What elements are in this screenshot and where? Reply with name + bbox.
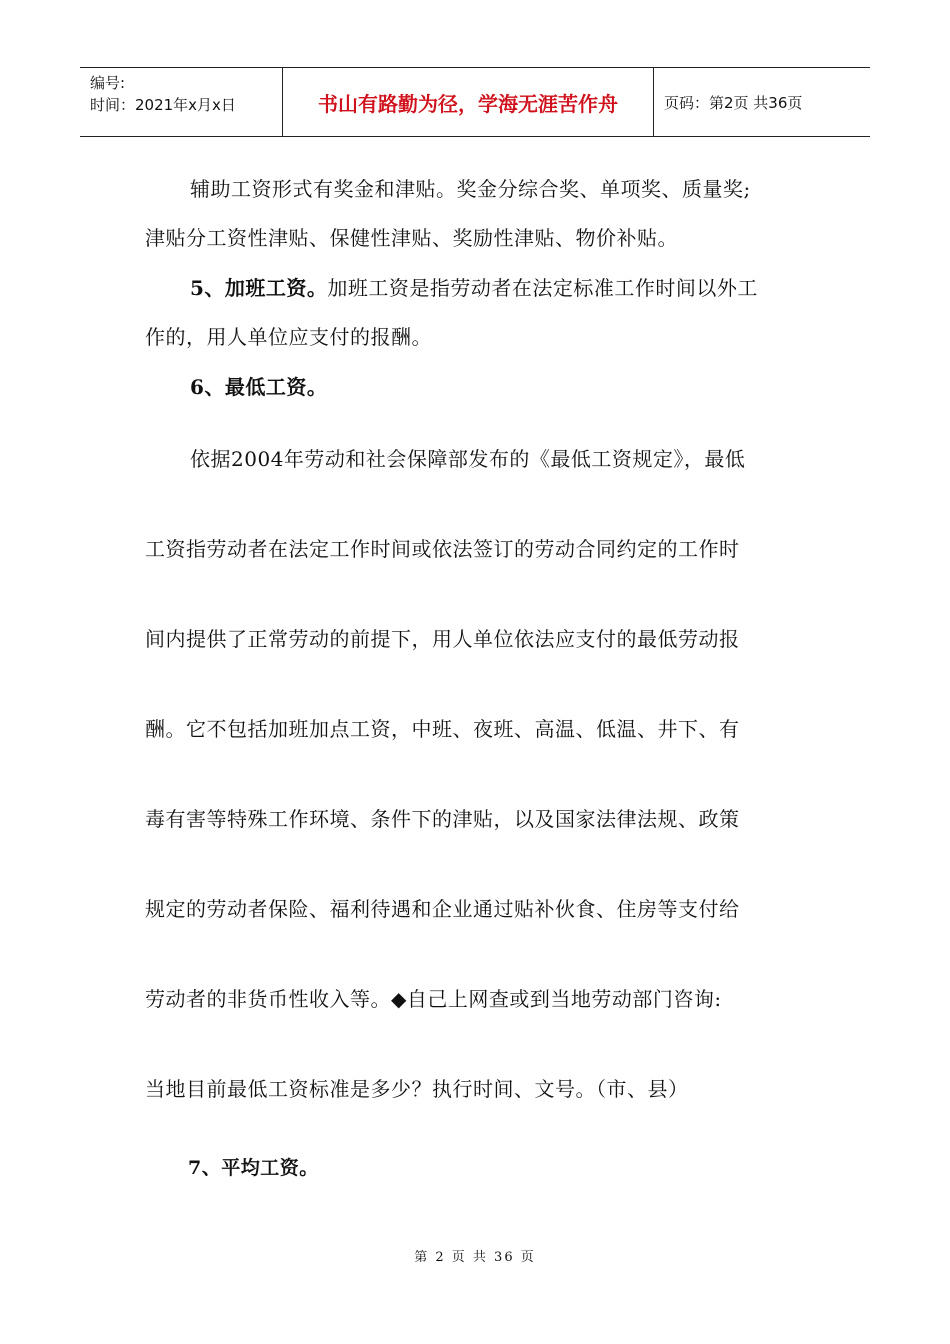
body-line: 劳动者的非货币性收入等。◆自己上网查或到当地劳动部门咨询: — [145, 987, 722, 1011]
body-line: 当地目前最低工资标准是多少？执行时间、文号。（市、县） — [145, 1077, 689, 1101]
header-motto: 书山有路勤为径，学海无涯苦作舟 — [282, 68, 654, 136]
number-label: 编号: — [90, 74, 126, 92]
body-line: 酬。它不包括加班加点工资，中班、夜班、高温、低温、井下、有 — [145, 717, 740, 741]
body-line: 作的，用人单位应支付的报酬。 — [145, 325, 432, 349]
page-header — [80, 67, 870, 137]
body-line — [190, 272, 758, 301]
header-meta — [80, 68, 282, 136]
body-line: 工资指劳动者在法定工作时间或依法签订的劳动合同约定的工作时 — [145, 537, 740, 561]
header-page-info: 页码：第2页 共36页 — [664, 93, 803, 112]
body-line: 津贴分工资性津贴、保健性津贴、奖励性津贴、物价补贴。 — [145, 226, 678, 250]
section-heading: 7、平均工资。 — [188, 1157, 319, 1179]
body-text: 加班工资是指劳动者在法定标准工作时间以外工 — [327, 276, 758, 300]
section-heading: 5、加班工资。 — [190, 276, 328, 300]
body-line: 依据2004年劳动和社会保障部发布的《最低工资规定》，最低 — [190, 447, 746, 471]
body-line: 间内提供了正常劳动的前提下，用人单位依法应支付的最低劳动报 — [145, 627, 740, 651]
body-line: 规定的劳动者保险、福利待遇和企业通过贴补伙食、住房等支付给 — [145, 897, 740, 921]
body-line: 辅助工资形式有奖金和津贴。奖金分综合奖、单项奖、质量奖; — [190, 177, 751, 201]
time-label: 时间：2021年x月x日 — [90, 96, 236, 114]
section-heading: 6、最低工资。 — [190, 375, 328, 399]
body-line: 毒有害等特殊工作环境、条件下的津贴，以及国家法律法规、政策 — [145, 807, 740, 831]
page-footer: 第 2 页 共 36 页 — [414, 1250, 536, 1265]
